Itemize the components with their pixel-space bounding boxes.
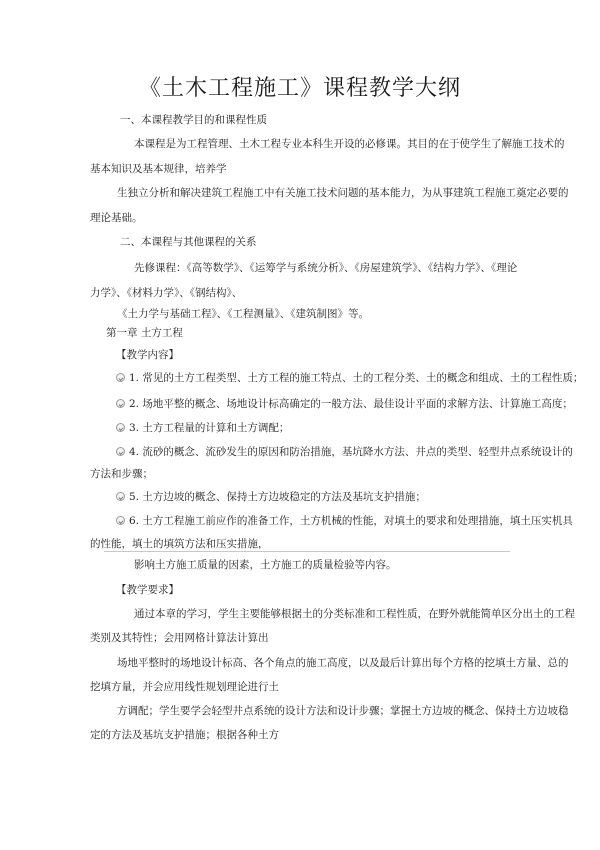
paragraph-line: 力学》、《材料力学》、《钢结构》、 <box>90 287 243 299</box>
list-bullet-icon <box>116 516 125 525</box>
paragraph-line: 基本知识及基本规律，培养学 <box>90 163 227 175</box>
paragraph-line: 生独立分析和解决建筑工程施工中有关施工技术问题的基本能力，为从事建筑工程施工奠定必要的 <box>117 187 569 199</box>
paragraph-line: 挖填方量，并会应用线性规划理论进行土 <box>90 681 279 693</box>
content-heading: 【教学内容】 <box>116 349 179 361</box>
list-bullet-icon <box>116 373 125 382</box>
list-item: 1. 常见的土方工程类型、土方工程的施工特点、土的工程分类、土的概念和组成、土的工程性质； <box>116 370 583 386</box>
paragraph-line: 先修课程：《高等数学》、《运筹学与系统分析》、《房屋建筑学》、《结构力学》、《理论 <box>134 262 518 274</box>
paragraph-line: 理论基础。 <box>90 212 143 224</box>
list-item: 3. 土方工程量的计算和土方调配； <box>116 420 289 436</box>
list-item-continuation: 的性能，填土的填筑方法和压实措施， <box>90 538 269 550</box>
paragraph-line: 通过本章的学习，学生主要能够根据土的分类标准和工程性质，在野外就能简单区分出土的工程 <box>134 608 575 620</box>
section-1-heading: 一、本课程教学目的和课程性质 <box>120 114 267 126</box>
paragraph-line: 本课程是为工程管理、土木工程专业本科生开设的必修课。其目的在于使学生了解施工技术的 <box>134 138 565 150</box>
list-bullet-icon <box>116 447 125 456</box>
paragraph-line: 影响土方施工质量的因素，土方施工的质量检验等内容。 <box>134 559 397 571</box>
list-item-continuation: 方法和步骤； <box>90 468 153 480</box>
paragraph-line: 定的方法及基坑支护措施；根据各种土方 <box>90 729 279 741</box>
list-item: 4. 流砂的概念、流砂发生的原因和防治措施，基坑降水方法、井点的类型、轻型井点系统设计的 <box>116 444 573 460</box>
chapter-1-heading: 第一章 土方工程 <box>106 327 183 339</box>
list-item: 6. 土方工程施工前应作的准备工作，土方机械的性能，对填土的要求和处理措施，填土压实机具 <box>116 513 573 529</box>
paragraph-line: 类别及其特性；会用网格计算法计算出 <box>90 632 269 644</box>
divider <box>104 551 510 552</box>
list-item: 2. 场地平整的概念、场地设计标高确定的一般方法、最佳设计平面的求解方法、计算施工高度； <box>116 396 573 412</box>
page-title: 《土木工程施工》课程教学大纲 <box>138 76 461 101</box>
list-item: 5. 土方边坡的概念、保持土方边坡稳定的方法及基坑支护措施； <box>116 489 426 505</box>
section-2-heading: 二、本课程与其他课程的关系 <box>120 236 257 248</box>
list-bullet-icon <box>116 423 125 432</box>
paragraph-line: 《土力学与基础工程》、《工程测量》、《建筑制图》等。 <box>117 308 369 320</box>
list-bullet-icon <box>116 399 125 408</box>
list-bullet-icon <box>116 492 125 501</box>
paragraph-line: 方调配；学生要学会轻型井点系统的设计方法和设计步骤；掌握土方边坡的概念、保持土方边坡稳 <box>117 705 569 717</box>
requirements-heading: 【教学要求】 <box>116 584 179 596</box>
paragraph-line: 场地平整时的场地设计标高、各个角点的施工高度，以及最后计算出每个方格的挖填土方量、总的 <box>117 657 569 669</box>
